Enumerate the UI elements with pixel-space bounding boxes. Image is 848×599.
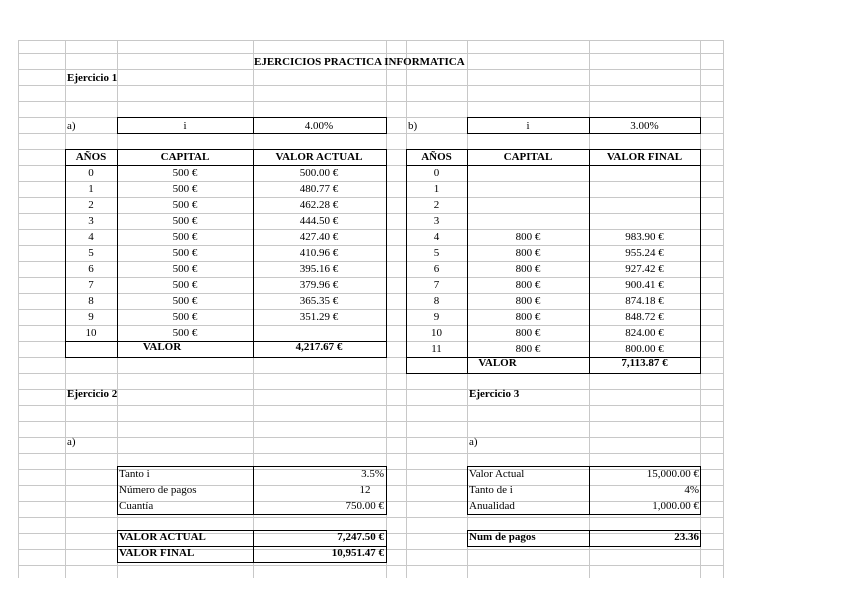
- ej1b-cell-anos[interactable]: 3: [433, 215, 440, 227]
- ej1b-cell-valor-final[interactable]: 824.00 €: [625, 327, 664, 339]
- ej1b-total-label: VALOR: [478, 357, 517, 369]
- ej3-param-valor-actual-label: Valor Actual: [469, 468, 525, 480]
- ej2-param-cuantia-value[interactable]: 750.00 €: [345, 500, 384, 512]
- ej1a-total-label: VALOR: [142, 341, 182, 353]
- ej1b-header-capital: CAPITAL: [503, 151, 553, 163]
- ej1a-rate-value[interactable]: 4.00%: [304, 120, 334, 132]
- ej1b-cell-anos[interactable]: 4: [433, 231, 440, 243]
- ej1a-cell-anos[interactable]: 0: [88, 167, 94, 179]
- ej1a-cell-valor-actual[interactable]: 480.77 €: [299, 183, 339, 195]
- ej2-result-valor-final-value[interactable]: 10,951.47 €: [331, 547, 384, 559]
- ej1a-cell-capital[interactable]: 500 €: [172, 199, 198, 211]
- ej1b-cell-valor-final[interactable]: 927.42 €: [625, 263, 664, 275]
- ej1b-cell-anos[interactable]: 2: [433, 199, 440, 211]
- ejercicio2-heading: Ejercicio 2: [67, 388, 118, 400]
- ej1a-cell-valor-actual[interactable]: 351.29 €: [299, 311, 339, 323]
- ej2-result-valor-actual-value[interactable]: 7,247.50 €: [337, 531, 384, 543]
- ej1a-cell-anos[interactable]: 5: [88, 247, 94, 259]
- ej1b-cell-capital[interactable]: 800 €: [515, 231, 541, 243]
- ej1a-cell-capital[interactable]: 500 €: [172, 215, 198, 227]
- ej1a-cell-valor-actual[interactable]: 427.40 €: [299, 231, 339, 243]
- ej3-param-anualidad-label: Anualidad: [469, 500, 515, 512]
- ej1a-cell-capital[interactable]: 500 €: [172, 279, 198, 291]
- ej3-param-anualidad-value[interactable]: 1,000.00 €: [652, 500, 699, 512]
- ej1a-header-capital: CAPITAL: [160, 151, 210, 163]
- ej1b-cell-capital[interactable]: 800 €: [515, 343, 541, 355]
- ej1b-total-value[interactable]: 7,113.87 €: [621, 357, 668, 369]
- ej1b-cell-anos[interactable]: 9: [433, 311, 440, 323]
- ej1b-header-valor-final: VALOR FINAL: [606, 151, 683, 163]
- ej1b-cell-valor-final[interactable]: 900.41 €: [625, 279, 664, 291]
- ej1b-cell-anos[interactable]: 11: [431, 343, 442, 355]
- ej3-param-tanto-label: Tanto de i: [469, 484, 513, 496]
- ej1a-cell-valor-actual[interactable]: 500.00 €: [299, 167, 339, 179]
- ej1b-cell-capital[interactable]: 800 €: [515, 311, 541, 323]
- ej1a-cell-capital[interactable]: 500 €: [172, 295, 198, 307]
- ej1b-cell-capital[interactable]: 800 €: [515, 279, 541, 291]
- ej1b-cell-anos[interactable]: 5: [433, 247, 440, 259]
- ej1a-header-anos: AÑOS: [75, 151, 107, 163]
- sheet-title: EJERCICIOS PRACTICA INFORMATICA: [254, 56, 465, 68]
- ej1a-cell-capital[interactable]: 500 €: [172, 231, 198, 243]
- ej1a-cell-anos[interactable]: 2: [88, 199, 94, 211]
- ej1b-label: b): [408, 120, 418, 132]
- ej3-result-pagos-value[interactable]: 23.36: [674, 531, 699, 543]
- ej1a-cell-valor-actual[interactable]: 462.28 €: [299, 199, 339, 211]
- ej1b-cell-anos[interactable]: 1: [433, 183, 440, 195]
- ej2-param-pagos-value[interactable]: 12: [359, 484, 371, 496]
- ej1b-cell-anos[interactable]: 0: [433, 167, 440, 179]
- ej1a-label: a): [67, 120, 76, 132]
- ej1a-header-valor-actual: VALOR ACTUAL: [275, 151, 363, 163]
- ej1b-cell-valor-final[interactable]: 800.00 €: [625, 343, 664, 355]
- ej1b-cell-valor-final[interactable]: 955.24 €: [625, 247, 664, 259]
- ej1a-cell-valor-actual[interactable]: 410.96 €: [299, 247, 339, 259]
- ej1b-cell-anos[interactable]: 6: [433, 263, 440, 275]
- ej1a-cell-anos[interactable]: 10: [85, 327, 97, 339]
- ej1a-cell-valor-actual[interactable]: 444.50 €: [299, 215, 339, 227]
- ej3-param-tanto-value[interactable]: 4%: [684, 484, 699, 496]
- ej1b-cell-capital[interactable]: 800 €: [515, 327, 541, 339]
- ej1a-rate-label: i: [183, 120, 187, 132]
- ej1a-cell-anos[interactable]: 1: [88, 183, 94, 195]
- ej1b-cell-anos[interactable]: 8: [433, 295, 440, 307]
- ej1b-cell-valor-final[interactable]: 848.72 €: [625, 311, 664, 323]
- ej1a-cell-anos[interactable]: 6: [88, 263, 94, 275]
- ejercicio1-heading: Ejercicio 1: [67, 72, 118, 84]
- ej2-result-valor-actual-label: VALOR ACTUAL: [119, 531, 206, 543]
- ej1b-header-anos: AÑOS: [421, 151, 452, 163]
- ej1a-cell-anos[interactable]: 3: [88, 215, 94, 227]
- ej1a-cell-anos[interactable]: 9: [88, 311, 94, 323]
- ej3-result-pagos-label: Num de pagos: [469, 531, 536, 543]
- ej1a-cell-anos[interactable]: 4: [88, 231, 94, 243]
- ejercicio3-heading: Ejercicio 3: [469, 388, 520, 400]
- ej1a-cell-capital[interactable]: 500 €: [172, 167, 198, 179]
- ej1a-cell-valor-actual[interactable]: 379.96 €: [299, 279, 339, 291]
- ej2-param-tanto-value[interactable]: 3.5%: [361, 468, 384, 480]
- ej1a-cell-anos[interactable]: 7: [88, 279, 94, 291]
- ej1a-cell-capital[interactable]: 500 €: [172, 311, 198, 323]
- ej3-param-valor-actual-value[interactable]: 15,000.00 €: [646, 468, 699, 480]
- ej2-result-valor-final-label: VALOR FINAL: [119, 547, 195, 559]
- ej1a-cell-capital[interactable]: 500 €: [172, 247, 198, 259]
- ej1b-rate-value[interactable]: 3.00%: [630, 120, 659, 132]
- ej1a-cell-valor-actual[interactable]: 365.35 €: [299, 295, 339, 307]
- ej1b-cell-capital[interactable]: 800 €: [515, 263, 541, 275]
- ej1b-cell-valor-final[interactable]: 874.18 €: [625, 295, 664, 307]
- ej1a-cell-capital[interactable]: 500 €: [172, 327, 198, 339]
- ej1b-cell-anos[interactable]: 10: [431, 327, 442, 339]
- ej3-label: a): [469, 436, 478, 448]
- ej1a-cell-capital[interactable]: 500 €: [172, 183, 198, 195]
- ej2-param-pagos-label: Número de pagos: [119, 484, 197, 496]
- ej1a-total-value[interactable]: 4,217.67 €: [295, 341, 343, 353]
- ej1a-cell-capital[interactable]: 500 €: [172, 263, 198, 275]
- ej1b-rate-label: i: [526, 120, 530, 132]
- ej2-param-cuantia-label: Cuantía: [119, 500, 154, 512]
- ej1b-cell-anos[interactable]: 7: [433, 279, 440, 291]
- ej1b-cell-capital[interactable]: 800 €: [515, 247, 541, 259]
- ej2-label: a): [67, 436, 76, 448]
- ej1a-cell-valor-actual[interactable]: 395.16 €: [299, 263, 339, 275]
- ej1b-cell-capital[interactable]: 800 €: [515, 295, 541, 307]
- ej1b-cell-valor-final[interactable]: 983.90 €: [625, 231, 664, 243]
- ej2-param-tanto-label: Tanto i: [119, 468, 150, 480]
- ej1a-cell-anos[interactable]: 8: [88, 295, 94, 307]
